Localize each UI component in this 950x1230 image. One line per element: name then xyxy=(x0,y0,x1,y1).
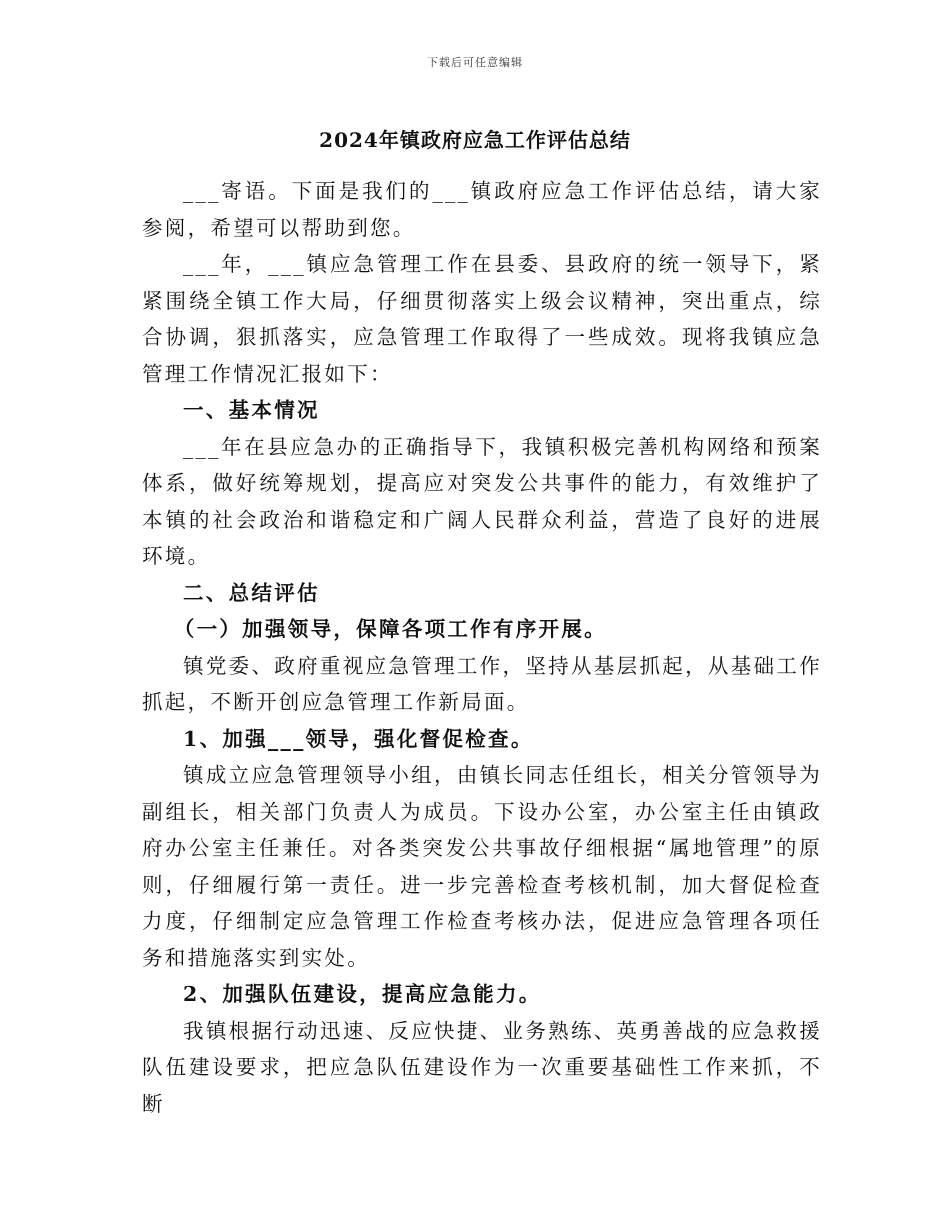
document-body xyxy=(142,173,822,1122)
intro-paragraph: ___寄语。下面是我们的___镇政府应急工作评估总结，请大家参阅，希望可以帮助到您。 xyxy=(142,179,822,240)
section-heading-summary-evaluation: 二、总结评估 xyxy=(183,580,320,605)
section-heading-basic-situation: 一、基本情况 xyxy=(183,398,320,422)
item-heading-strengthen-leadership: 1、加强___领导，强化督促检查。 xyxy=(183,726,534,751)
leadership-group-paragraph: 镇成立应急管理领导小组，由镇长同志任组长，相关分管领导为副组长，相关部门负责人为成员。下设办公室，办公室主任由镇政府办公室主任兼任。对各类突发公共事故仔细根据“属地管理”的原则，仔细履行第一责任。进一步完善检查考核机制，加大督促检查力度，仔细制定应急管理工作检查考核办法，促进应急管理各项任务和措施落实到实处。 xyxy=(142,763,822,970)
subsection-heading-leadership: （一）加强领导，保障各项工作有序开展。 xyxy=(173,617,607,641)
header-note: 下载后可任意编辑 xyxy=(427,56,523,69)
basic-situation-paragraph: ___年在县应急办的正确指导下，我镇积极完善机构网络和预案体系，做好统筹规划，提高应对突发公共事件的能力，有效维护了本镇的社会政治和谐稳定和广阔人民群众利益，营造了良好的进展环境。 xyxy=(142,434,822,568)
document-title: 2024年镇政府应急工作评估总结 xyxy=(319,128,631,152)
item-heading-team-building: 2、加强队伍建设，提高应急能力。 xyxy=(183,982,542,1006)
team-building-paragraph: 我镇根据行动迅速、反应快捷、业务熟练、英勇善战的应急救援队伍建设要求，把应急队伍建设作为一次重要基础性工作来抓，不断 xyxy=(142,1018,822,1116)
leadership-paragraph: 镇党委、政府重视应急管理工作，坚持从基层抓起，从基础工作抓起，不断开创应急管理工作新局面。 xyxy=(142,653,822,714)
overview-paragraph: ___年，___镇应急管理工作在县委、县政府的统一领导下，紧紧围绕全镇工作大局，仔细贯彻落实上级会议精神，突出重点，综合协调，狠抓落实，应急管理工作取得了一些成效。现将我镇应急管理工作情况汇报如下： xyxy=(142,252,822,386)
